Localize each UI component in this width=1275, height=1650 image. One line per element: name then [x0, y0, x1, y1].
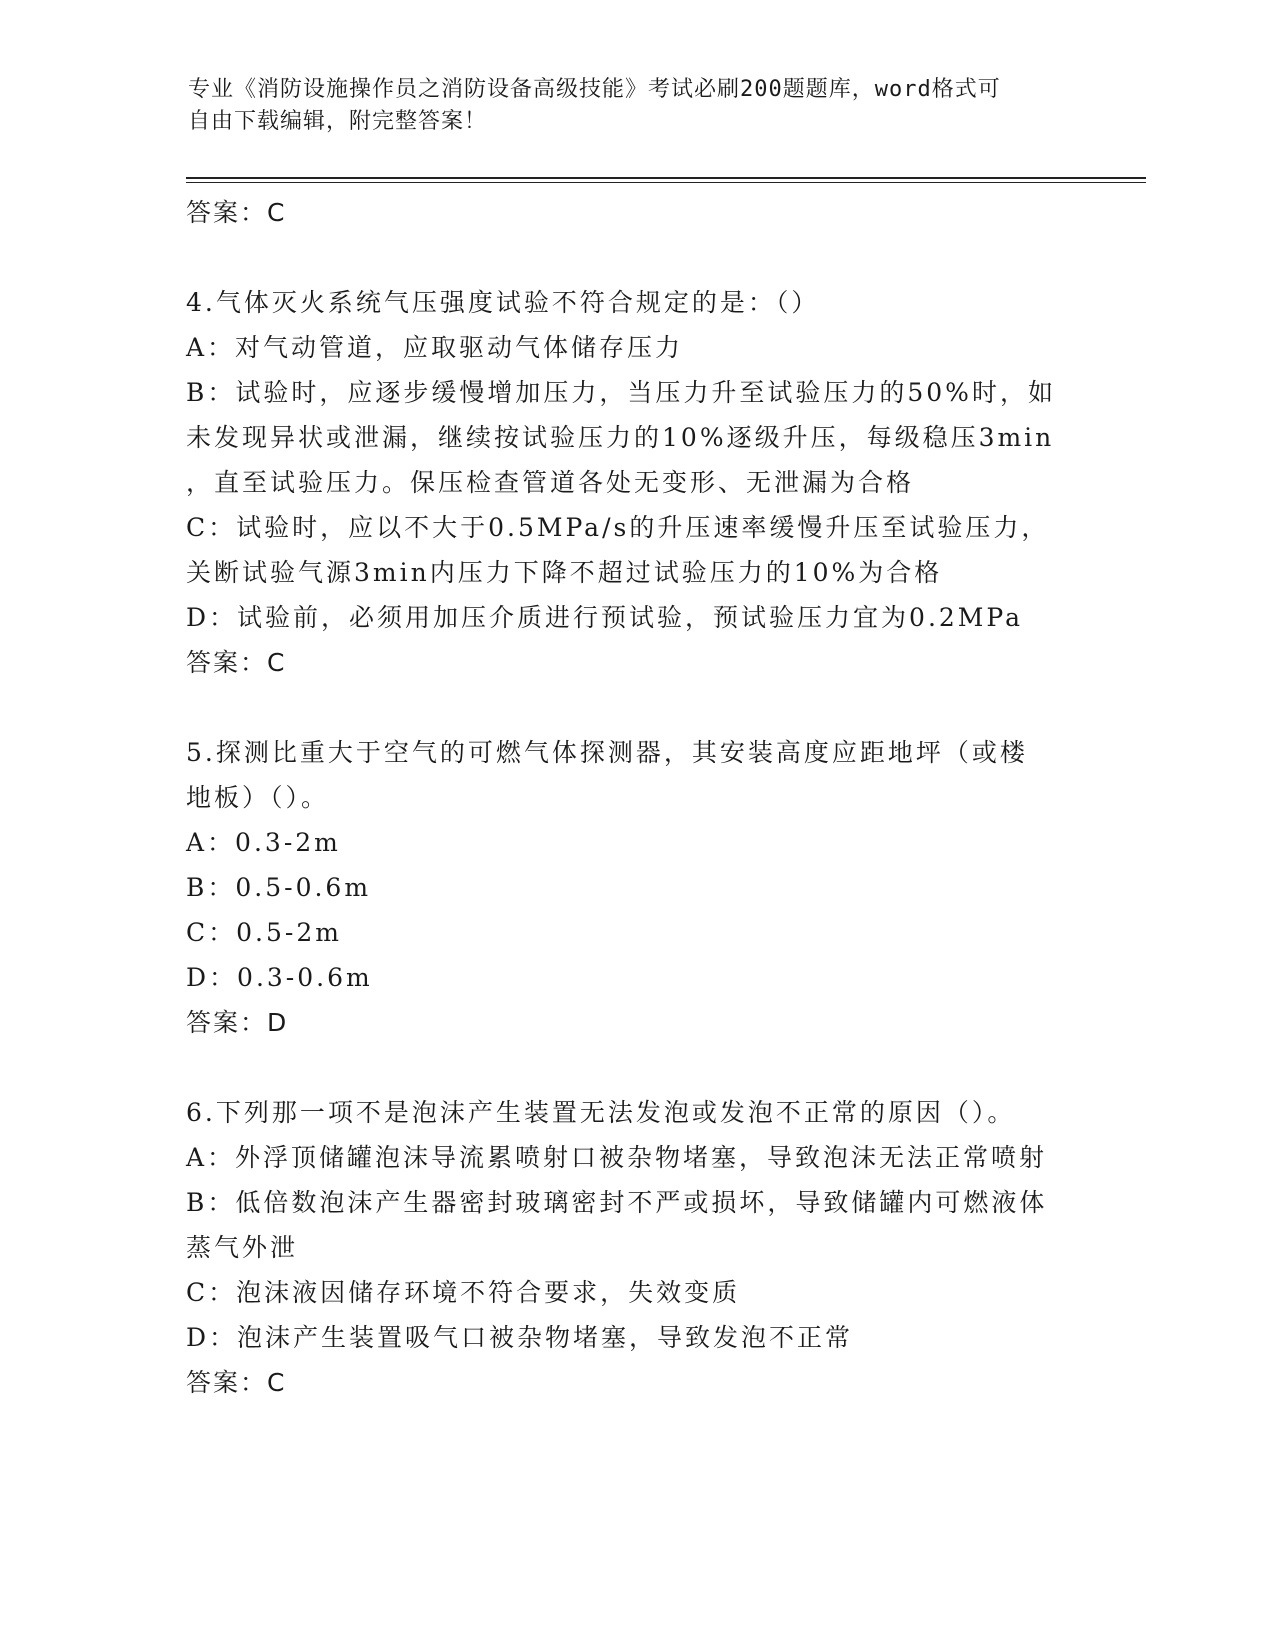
question-5-option-b: B：0.5-0.6m: [186, 873, 372, 902]
spacer: [186, 685, 1086, 730]
question-5-option-d: D：0.3-0.6m: [186, 963, 373, 992]
question-5-option-c: C：0.5-2m: [186, 918, 342, 947]
question-6-option-b-line-2: 蒸气外泄: [186, 1233, 299, 1262]
question-4-answer: 答案：C: [186, 648, 287, 677]
header-divider-thick: [186, 177, 1146, 179]
question-list: [186, 190, 1086, 1405]
question-5-stem-line-2: 地板）（）。: [186, 783, 330, 812]
question-4-option-b-line-2: 未发现异状或泄漏，继续按试验压力的10%逐级升压，每级稳压3min: [186, 423, 1055, 452]
question-6-option-c: C：泡沫液因储存环境不符合要求，失效变质: [186, 1278, 741, 1307]
question-6-option-d: D：泡沫产生装置吸气口被杂物堵塞，导致发泡不正常: [186, 1323, 854, 1352]
question-6-stem: 6.下列那一项不是泡沫产生装置无法发泡或发泡不正常的原因（）。: [186, 1098, 1016, 1127]
spacer: [186, 1045, 1086, 1090]
question-6-answer: 答案：C: [186, 1368, 287, 1397]
header-divider-thin: [186, 182, 1146, 183]
spacer: [186, 235, 1086, 280]
question-5-stem-line-1: 5.探测比重大于空气的可燃气体探测器，其安装高度应距地坪（或楼: [186, 738, 1028, 767]
question-4: [186, 280, 1086, 685]
document-header: [188, 74, 1068, 138]
question-6-option-b-line-1: B：低倍数泡沫产生器密封玻璃密封不严或损坏，导致储罐内可燃液体: [186, 1188, 1048, 1217]
header-line-2: 自由下载编辑，附完整答案！: [188, 109, 488, 134]
question-4-option-b-line-1: B：试验时，应逐步缓慢增加压力，当压力升至试验压力的50%时，如: [186, 378, 1056, 407]
question-4-option-a: A：对气动管道，应取驱动气体储存压力: [186, 333, 684, 362]
question-4-option-c-line-1: C：试验时，应以不大于0.5MPa/s的升压速率缓慢升压至试验压力，: [186, 513, 1050, 542]
question-4-option-c-line-2: 关断试验气源3min内压力下降不超过试验压力的10%为合格: [186, 558, 943, 587]
question-5: [186, 730, 1086, 1045]
question-4-option-b-line-3: ，直至试验压力。保压检查管道各处无变形、无泄漏为合格: [186, 468, 915, 497]
question-5-answer: 答案：D: [186, 1008, 289, 1037]
question-5-option-a: A：0.3-2m: [186, 828, 341, 857]
question-6: [186, 1090, 1086, 1405]
header-line-1: 专业《消防设施操作员之消防设备高级技能》考试必刷200题题库，word格式可: [188, 77, 1001, 102]
question-4-option-d: D：试验前，必须用加压介质进行预试验，预试验压力宜为0.2MPa: [186, 603, 1024, 632]
question-6-option-a: A：外浮顶储罐泡沫导流累喷射口被杂物堵塞，导致泡沫无法正常喷射: [186, 1143, 1048, 1172]
previous-answer: 答案：C: [186, 198, 287, 227]
question-4-stem: 4.气体灭火系统气压强度试验不符合规定的是：（）: [186, 288, 820, 317]
